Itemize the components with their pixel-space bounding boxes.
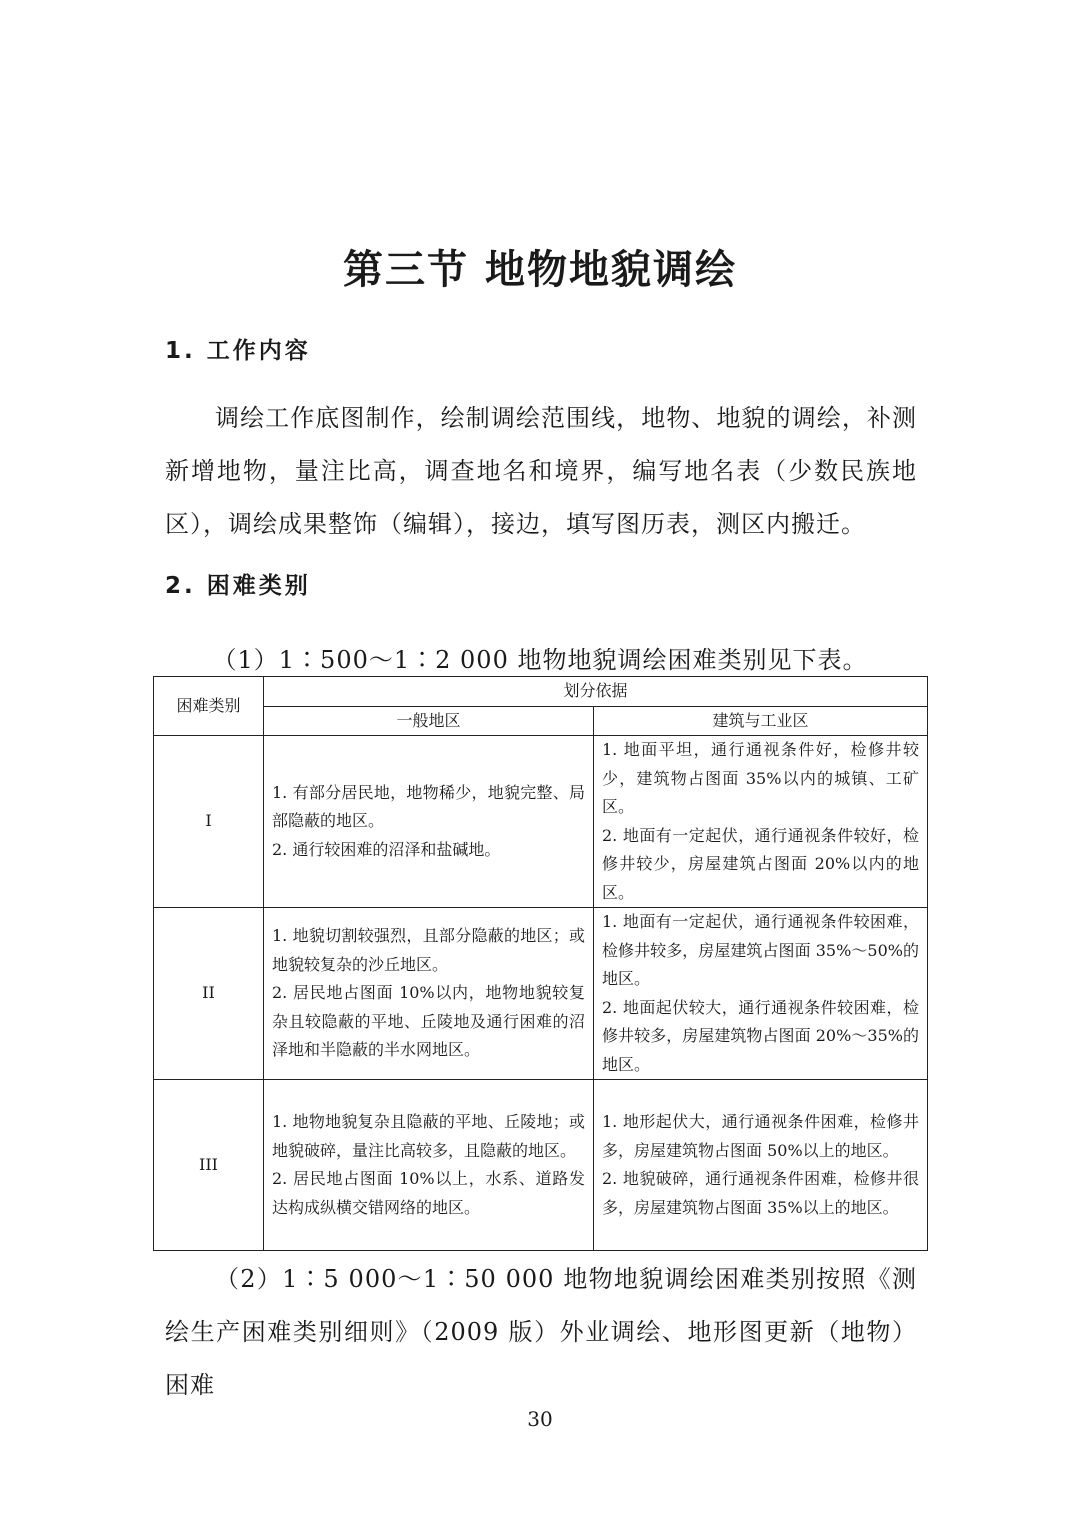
section-heading-work-content: 1. 工作内容 [165,338,311,364]
general-item: 1. 有部分居民地，地物稀少，地貌完整、局部隐蔽的地区。 [272,782,585,831]
page-number: 30 [527,1407,553,1431]
table-row [154,1080,928,1251]
difficulty-table [153,676,928,1251]
category-cell: I [154,736,264,908]
table-row [154,736,928,908]
building-item: 1. 地形起伏大，通行通视条件困难，检修井多，房屋建筑物占图面 50%以上的地区。 [602,1112,920,1160]
header-category: 困难类别 [154,677,264,736]
building-cell [594,908,928,1080]
building-item: 1. 地面平坦，通行通视条件好，检修井较少，建筑物占图面 35%以内的城镇、工矿区。 [602,740,920,816]
section-heading-difficulty: 2. 困难类别 [165,573,311,599]
building-cell [594,1080,928,1251]
building-item: 1. 地面有一定起伏，通行通视条件较困难，检修井较多，房屋建筑占图面 35%～50%的地区。 [602,912,920,988]
general-cell [264,908,594,1080]
header-general-area: 一般地区 [264,706,594,736]
general-cell [264,736,594,908]
general-item: 2. 通行较困难的沼泽和盐碱地。 [272,839,501,859]
building-cell [594,736,928,908]
general-item: 2. 居民地占图面 10%以内，地物地貌较复杂且较隐蔽的平地、丘陵地及通行困难的沼泽地和半隐蔽的半水网地区。 [272,983,585,1060]
category-cell: III [154,1080,264,1251]
building-item: 2. 地貌破碎，通行通视条件困难，检修井很多，房屋建筑物占图面 35%以上的地区。 [602,1169,920,1217]
work-content-paragraph: 调绘工作底图制作，绘制调绘范围线，地物、地貌的调绘，补测新增地物，量注比高，调查地名和境界，编写地名表（少数民族地区），调绘成果整饰（编辑），接边，填写图历表，测区内搬迁。 [165,404,917,538]
general-item: 1. 地物地貌复杂且隐蔽的平地、丘陵地；或地貌破碎，量注比高较多，且隐蔽的地区。 [272,1112,585,1160]
general-item: 2. 居民地占图面 10%以上，水系、道路发达构成纵横交错网络的地区。 [272,1169,585,1217]
building-item: 2. 地面有一定起伏，通行通视条件较好，检修井较少，房屋建筑占图面 20%以内的地区。 [602,825,920,902]
table-caption: （1）1∶500～1∶2 000 地物地貌调绘困难类别见下表。 [212,646,868,674]
category-cell: II [154,908,264,1080]
header-basis: 划分依据 [264,677,928,707]
header-building-area: 建筑与工业区 [594,706,928,736]
general-cell [264,1080,594,1251]
building-item: 2. 地面起伏较大，通行通视条件较困难，检修井较多，房屋建筑物占图面 20%～35%的地区。 [602,997,920,1074]
table-row [154,908,928,1080]
page-title: 第三节 地物地貌调绘 [343,247,737,293]
difficulty-paragraph-2: （2）1∶5 000～1∶50 000 地物地貌调绘困难类别按照《测绘生产困难类别细则》（2009 版）外业调绘、地形图更新（地物）困难 [165,1265,917,1399]
general-item: 1. 地貌切割较强烈，且部分隐蔽的地区；或地貌较复杂的沙丘地区。 [272,926,585,974]
